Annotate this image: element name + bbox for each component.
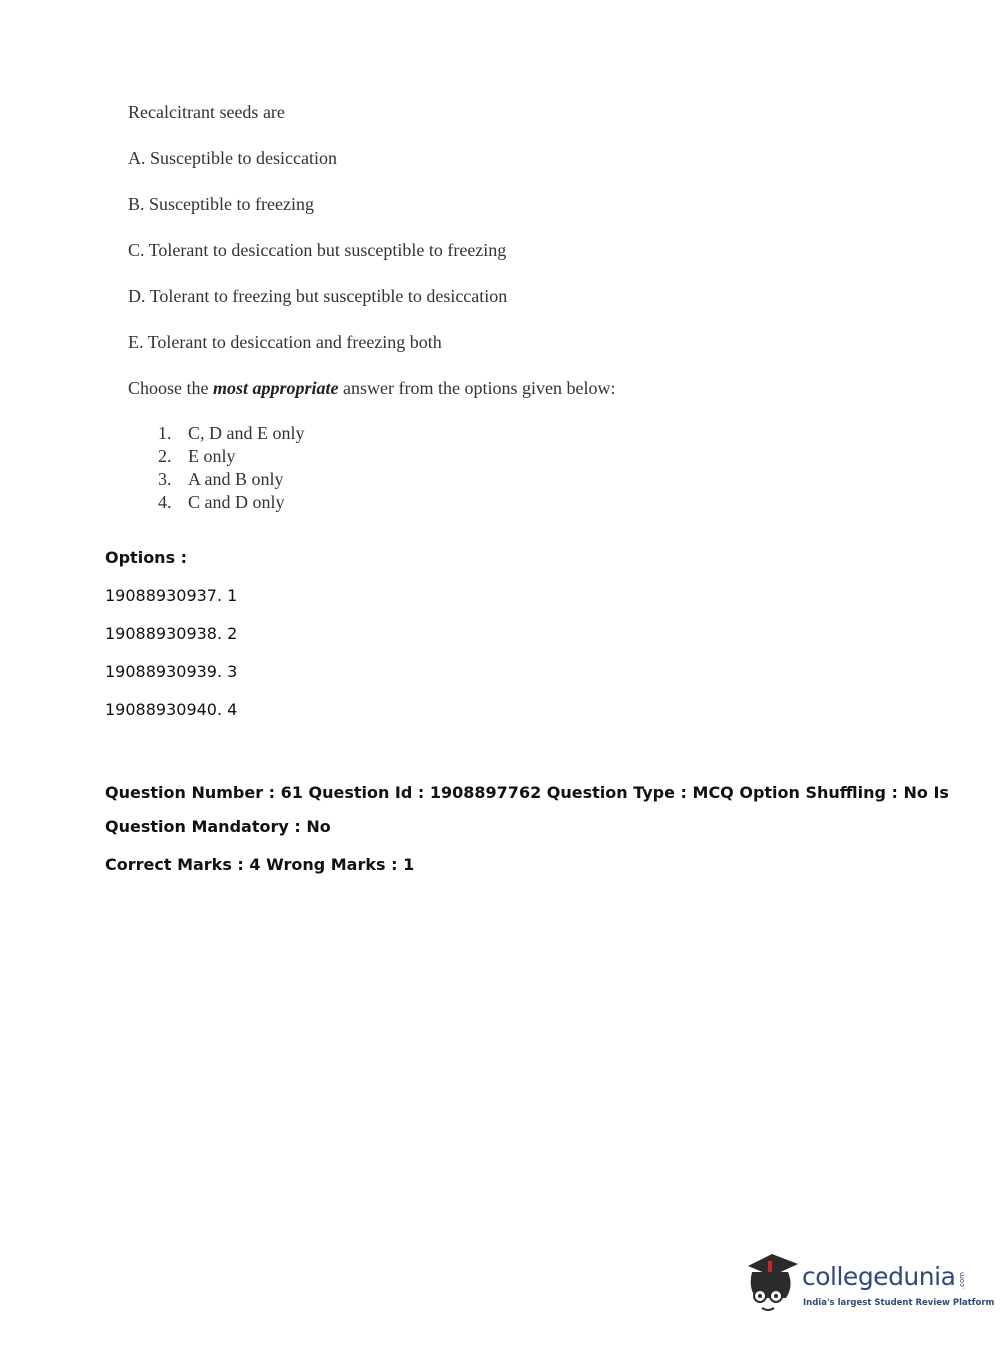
answer-item: 4. C and D only	[158, 492, 285, 512]
question-meta-line2: Question Mandatory : No	[105, 817, 331, 836]
answer-item: 3. A and B only	[158, 469, 284, 489]
statement-a: A. Susceptible to desiccation	[128, 148, 337, 168]
instruction-prefix: Choose the	[128, 378, 209, 398]
logo-suffix: .com	[958, 1272, 966, 1290]
option-item: 19088930940. 4	[105, 700, 238, 719]
options-heading: Options :	[105, 548, 188, 567]
marks-line: Correct Marks : 4 Wrong Marks : 1	[105, 855, 415, 874]
question-stem: Recalcitrant seeds are	[128, 102, 285, 122]
collegedunia-logo	[742, 1250, 995, 1320]
question-block	[128, 98, 688, 514]
logo-wordmark: collegedunia	[802, 1262, 956, 1291]
statement-c: C. Tolerant to desiccation but susceptible to freezing	[128, 240, 507, 260]
question-meta-line1: Question Number : 61 Question Id : 1908897762 Question Type : MCQ Option Shuffling : No Is	[105, 783, 949, 802]
answer-list	[158, 422, 688, 514]
statement-b: B. Susceptible to freezing	[128, 194, 314, 214]
instruction-emphasis: most appropriate	[213, 378, 339, 398]
instruction-suffix: answer from the options given below:	[343, 378, 616, 398]
statement-d: D. Tolerant to freezing but susceptible to desiccation	[128, 286, 508, 306]
option-item: 19088930939. 3	[105, 662, 238, 681]
instruction	[128, 374, 688, 420]
logo-tagline: India's largest Student Review Platform	[803, 1298, 995, 1308]
statement-e: E. Tolerant to desiccation and freezing both	[128, 332, 442, 352]
answer-item: 2. E only	[158, 446, 236, 466]
option-item: 19088930938. 2	[105, 624, 238, 643]
option-item: 19088930937. 1	[105, 586, 238, 605]
answer-item: 1. C, D and E only	[158, 423, 305, 443]
mascot-icon	[742, 1250, 802, 1320]
